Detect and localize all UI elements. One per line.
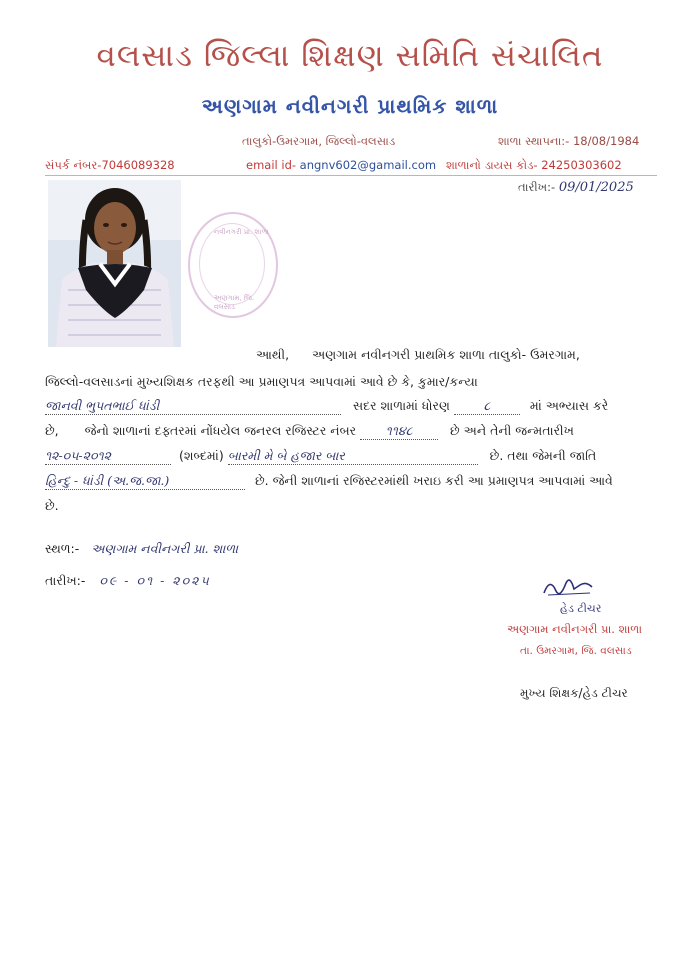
place-line bbox=[45, 541, 238, 557]
stamp-school: અણગામ નવીનગરી પ્રા. શાળા bbox=[507, 622, 643, 636]
issue-date bbox=[518, 180, 634, 195]
standard-value: ૮ bbox=[454, 398, 520, 415]
issue-date-value: 09/01/2025 bbox=[558, 180, 634, 195]
signature bbox=[540, 573, 600, 601]
footer-date-line bbox=[45, 573, 211, 589]
body-line-4 bbox=[45, 423, 574, 440]
student-photo bbox=[48, 180, 181, 347]
seal-bottom-text: અણગામ, જિ. વલસાડ bbox=[214, 294, 255, 311]
signatory-title: મુખ્ય શિક્ષક/હેડ ટીચર bbox=[520, 686, 628, 700]
caste-value: હિન્દુ - ધાંડી (અ.જ.જા.) bbox=[45, 473, 245, 490]
email-label: email id- bbox=[246, 158, 297, 172]
student-name: જાનવી ભુપતભાઈ ધાંડી bbox=[45, 398, 341, 415]
line4-start: છે, bbox=[45, 423, 59, 438]
school-name: અણગામ નવીનગરી પ્રાથમિક શાળા bbox=[201, 94, 499, 118]
footer-date-label: તારીખ:- bbox=[45, 573, 86, 588]
stamp-title: હેડ ટીચર bbox=[560, 602, 602, 615]
seal-top-text: નવીનગરી પ્રા. શાળા bbox=[214, 228, 269, 236]
dise-code: શાળાનો ડાયસ કોડ- 24250303602 bbox=[446, 158, 622, 172]
birth-date-words: બારમી મે બે હજાર બાર bbox=[228, 448, 478, 465]
caste-label: છે. તથા જેમની જાતિ bbox=[489, 448, 597, 463]
place-label: સ્થળ:- bbox=[45, 541, 80, 556]
taluka-district: તાલુકો-ઉમરગામ, જિલ્લો-વલસાડ bbox=[242, 134, 396, 148]
body-line-6 bbox=[45, 473, 613, 490]
gr-label: જેનો શાળાનાં દફ્તરમાં નોંધયેલ જનરલ રજિસ્ટર નંબર bbox=[84, 423, 357, 438]
body-line-1a: આથી, bbox=[256, 347, 290, 362]
place-value: અણગામ નવીનગરી પ્રા. શાળા bbox=[91, 541, 239, 556]
email-line bbox=[246, 158, 436, 172]
org-title: વલસાડ જિલ્લા શિક્ષણ સમિતિ સંચાલિત bbox=[96, 38, 604, 74]
body-line-3 bbox=[45, 398, 608, 415]
gr-number: ૧૧૪૮ bbox=[360, 423, 438, 440]
established-date: શાળા સ્થાપના:- 18/08/1984 bbox=[498, 134, 640, 148]
birth-date: ૧૨-૦૫-૨૦૧૨ bbox=[45, 448, 171, 465]
birth-date-label: છે અને તેની જન્મતારીખ bbox=[450, 423, 574, 438]
standard-label: સદર શાળામાં ધોરણ bbox=[352, 398, 450, 413]
body-line-2: જિલ્લો-વલસાડનાં મુખ્યશિક્ષક તરફથી આ પ્રમાણપત્ર આપવામાં આવે છે કે, કુમાર/કન્યા bbox=[45, 374, 478, 389]
school-seal bbox=[188, 212, 278, 318]
footer-date-value: ૦૯ - ૦૧ - ૨૦૨૫ bbox=[99, 573, 211, 588]
stamp-place: તા. ઉમરગામ, જિ. વલસાડ bbox=[520, 645, 632, 657]
line6-end: છે. જેની શાળાનાં રજિસ્ટરમાંથી ખરાઇ કરી આ પ્રમાણપત્ર આપવામાં આવે bbox=[254, 473, 613, 488]
email-address: angnv602@gamail.com bbox=[299, 158, 437, 172]
issue-date-label: તારીખ:- bbox=[518, 180, 556, 194]
header-divider bbox=[45, 175, 657, 176]
in-words-label: (શબ્દમાં) bbox=[178, 448, 224, 463]
study-text: માં અભ્યાસ કરે bbox=[529, 398, 609, 413]
body-line-5 bbox=[45, 448, 596, 465]
contact-number: સંપર્ક નંબર-7046089328 bbox=[45, 158, 175, 172]
body-line-1b: અણગામ નવીનગરી પ્રાથમિક શાળા તાલુકો- ઉમરગામ, bbox=[312, 347, 580, 362]
body-line-7: છે. bbox=[45, 498, 59, 513]
